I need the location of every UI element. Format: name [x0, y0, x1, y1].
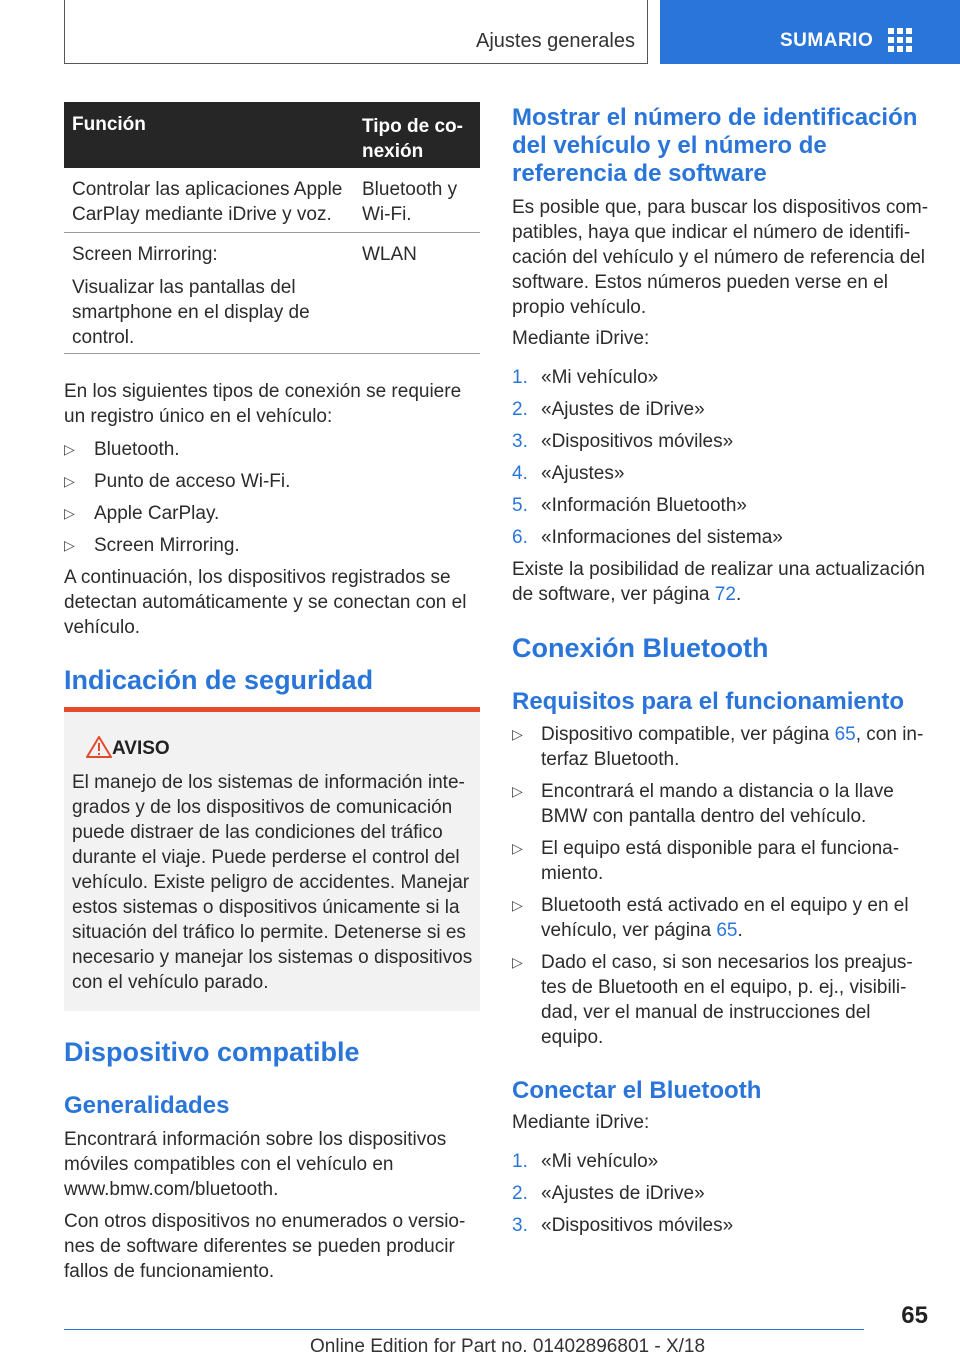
table-cell-function-title: Screen Mirroring: — [72, 244, 218, 265]
page-link-72[interactable]: 72 — [714, 584, 736, 605]
section-title: Ajustes generales — [476, 30, 635, 52]
table-header-type: Tipo de co- nexión — [362, 116, 463, 162]
list-item: ▷ Encontrará el mando a distancia o la llave BMW con pantalla dentro del vehículo. — [512, 781, 894, 827]
triangle-bullet-icon: ▷ — [64, 441, 75, 457]
vin-heading: Mostrar el número de identificación del vehículo y el número de referencia de software — [512, 104, 918, 187]
triangle-bullet-icon: ▷ — [512, 783, 523, 799]
triangle-bullet-icon: ▷ — [512, 840, 523, 856]
update-paragraph: Existe la posibilidad de realizar una actualización de software, ver página 72. — [512, 559, 925, 605]
general-heading: Generalidades — [64, 1092, 230, 1119]
list-item: ▷ Apple CarPlay. — [64, 503, 220, 524]
other-devices-paragraph: Con otros dispositivos no enumerados o versio-nes de software diferentes se pueden producir fallos de funcionamiento. — [64, 1211, 466, 1282]
triangle-bullet-icon: ▷ — [512, 897, 523, 913]
list-item: 5. «Información Bluetooth» — [512, 495, 747, 516]
triangle-bullet-icon: ▷ — [64, 537, 75, 553]
right-column-top — [512, 195, 930, 607]
sumario-label: SUMARIO — [780, 30, 874, 51]
table-header-function: Función — [72, 114, 146, 135]
triangle-bullet-icon: ▷ — [512, 726, 523, 742]
left-column — [64, 379, 474, 640]
list-item: 4. «Ajustes» — [512, 463, 625, 484]
triangle-bullet-icon: ▷ — [64, 473, 75, 489]
list-item: ▷ Bluetooth. — [64, 439, 180, 460]
list-item: ▷ Bluetooth está activado en el equipo y en el vehículo, ver página 65. — [512, 895, 909, 941]
requirements-list — [512, 722, 930, 1057]
table-cell-type: Bluetooth y Wi-Fi. — [362, 179, 458, 225]
page-link-65[interactable]: 65 — [834, 724, 856, 745]
header-section-box — [64, 0, 648, 64]
footer-divider — [64, 1329, 864, 1330]
warning-box — [64, 707, 480, 1011]
via-idrive-label: Mediante iDrive: — [512, 328, 650, 349]
bluetooth-heading: Conexión Bluetooth — [512, 633, 769, 663]
table-cell-function: Controlar las aplicaciones Apple CarPlay mediante iDrive y voz. — [72, 179, 343, 225]
table-row — [64, 168, 480, 233]
list-item: ▷ Punto de acceso Wi-Fi. — [64, 471, 291, 492]
list-item: 1. «Mi vehículo» — [512, 1151, 659, 1172]
warning-triangle-icon — [86, 736, 112, 758]
triangle-bullet-icon: ▷ — [512, 954, 523, 970]
list-item: 3. «Dispositivos móviles» — [512, 1215, 734, 1236]
list-item: 2. «Ajustes de iDrive» — [512, 399, 705, 420]
connect-section — [512, 1110, 930, 1245]
list-item: ▷ Screen Mirroring. — [64, 535, 240, 556]
list-item: ▷ Dado el caso, si son necesarios los preajus-tes de Bluetooth en el equipo, p. ej., visibili-dad, ver el manual de instrucciones del equipo. — [512, 952, 913, 1048]
list-item: 2. «Ajustes de iDrive» — [512, 1183, 705, 1204]
table-cell-type: WLAN — [362, 244, 417, 265]
requirements-heading: Requisitos para el funcionamiento — [512, 688, 905, 715]
page-number: 65 — [901, 1302, 928, 1329]
page-link-65[interactable]: 65 — [716, 920, 738, 941]
compatible-heading: Dispositivo compatible — [64, 1037, 360, 1067]
general-section — [64, 1127, 469, 1284]
triangle-bullet-icon: ▷ — [64, 505, 75, 521]
warning-title: AVISO — [112, 738, 170, 759]
connection-table — [64, 102, 480, 354]
table-row — [64, 233, 480, 354]
list-item: ▷ El equipo está disponible para el funciona-miento. — [512, 838, 900, 884]
warning-text: El manejo de los sistemas de información inte-grados y de los dispositivos de comunicación puede distraer de las condiciones del tráfico durante el viaje. Puede perderse el control del vehículo. Existe peligro de accidentes. Manejar estos sistemas o dispositivos únicamente si la situación del tráfico lo permite. Detenerse si es necesario y manejar los sistemas o dispositivos con el vehículo parado. — [72, 772, 473, 993]
table-cell-function: Visualizar las pantallas del smartphone en el display de control. — [72, 277, 310, 348]
list-item: 6. «Informaciones del sistema» — [512, 527, 783, 548]
after-bullets-paragraph: A continuación, los dispositivos registrados se detectan automáticamente y se conectan con el vehículo. — [64, 567, 467, 638]
sumario-button[interactable] — [660, 0, 960, 64]
edition-text: Online Edition for Part no. 01402896801 - X/18 — [310, 1336, 706, 1357]
list-item: 3. «Dispositivos móviles» — [512, 431, 734, 452]
vin-paragraph: Es posible que, para buscar los dispositivos com-patibles, haya que indicar el número de identifi-cación del vehículo y el número de referencia del software. Estos números pueden verse en el propio vehículo. — [512, 197, 929, 318]
safety-heading: Indicación de seguridad — [64, 665, 374, 695]
list-item: 1. «Mi vehículo» — [512, 367, 659, 388]
general-paragraph: Encontrará información sobre los dispositivos móviles compatibles con el vehículo en www.bmw.com/bluetooth. — [64, 1129, 447, 1200]
table-header — [64, 102, 480, 168]
intro-paragraph: En los siguientes tipos de conexión se requiere un registro único en el vehículo: — [64, 381, 462, 427]
connect-heading: Conectar el Bluetooth — [512, 1077, 762, 1104]
grid-menu-icon — [888, 28, 912, 52]
connect-via-label: Mediante iDrive: — [512, 1112, 650, 1133]
list-item: ▷ Dispositivo compatible, ver página 65, con in-terfaz Bluetooth. — [512, 724, 924, 770]
